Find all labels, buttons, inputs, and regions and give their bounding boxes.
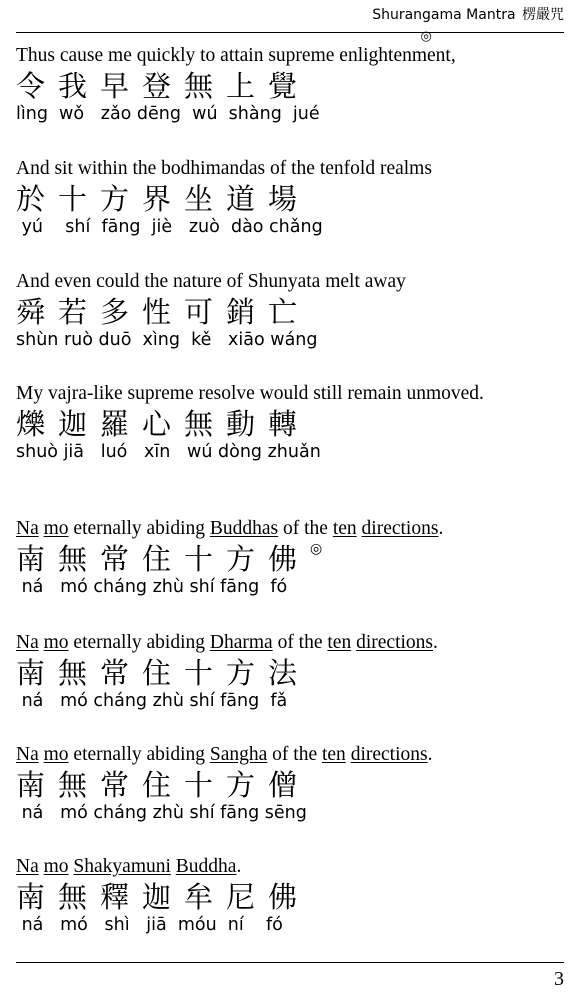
chinese-line: [16, 542, 564, 576]
running-header: [372, 4, 564, 26]
underlined-word: Buddhas: [209, 518, 279, 539]
verse-stanza: [16, 44, 564, 157]
header-title-english: Shurangama Mantra: [372, 7, 516, 23]
pinyin-line: ná mó cháng zhù shí fāng sēng: [16, 803, 307, 823]
chinese-line: 爍迦羅心無動轉: [16, 407, 311, 441]
header-rule: [16, 32, 564, 33]
verse-stanza: [16, 855, 564, 936]
pinyin-line: ná mó shì jiā móu ní fó: [16, 915, 283, 935]
english-text: .: [236, 856, 242, 877]
header-title-chinese: 楞嚴咒: [522, 7, 564, 23]
underlined-word: Shakyamuni: [73, 856, 171, 877]
english-line: And sit within the bodhimandas of the tenfold realms: [16, 158, 432, 179]
english-line: [16, 855, 564, 878]
english-text: eternally abiding: [73, 744, 205, 765]
underlined-word: Na: [16, 632, 39, 653]
circle-mark-icon: ◎: [420, 29, 432, 44]
pinyin-line: shuò jiā luó xīn wú dòng zhuǎn: [16, 442, 321, 462]
underlined-word: ten: [332, 518, 357, 539]
underlined-word: ten: [327, 632, 352, 653]
verse-stanza: [16, 631, 564, 743]
underlined-word: Sangha: [209, 744, 268, 765]
pinyin-line: yú shí fāng jiè zuò dào chǎng: [16, 217, 323, 237]
verse-stanza: [16, 382, 564, 517]
underlined-word: Dharma: [209, 632, 273, 653]
underlined-word: Na: [16, 518, 39, 539]
chinese-line: 南無常住十方法: [16, 656, 311, 690]
underlined-word: Na: [16, 856, 39, 877]
chinese-line: 於十方界坐道場: [16, 182, 311, 216]
english-text: of the: [283, 518, 328, 539]
circle-mark-icon: ◎: [310, 541, 323, 557]
english-line: My vajra-like supreme resolve would still remain unmoved.: [16, 383, 484, 404]
underlined-word: directions: [350, 744, 428, 765]
chinese-line: 令我早登無上覺: [16, 69, 311, 103]
underlined-word: ten: [321, 744, 346, 765]
chinese-line: 南無釋迦牟尼佛: [16, 880, 311, 914]
chinese-line: 南無常住十方僧: [16, 768, 311, 802]
english-text: .: [433, 632, 438, 653]
english-text: eternally abiding: [73, 518, 205, 539]
english-line: [16, 631, 564, 654]
english-text: of the: [272, 744, 318, 765]
english-text: of the: [277, 632, 323, 653]
footer-rule: [16, 962, 564, 963]
verse-stanza: [16, 270, 564, 382]
pinyin-line: ná mó cháng zhù shí fāng fó: [16, 577, 288, 597]
page-number: 3: [554, 968, 564, 990]
underlined-word: Na: [16, 744, 39, 765]
english-line: Thus cause me quickly to attain supreme enlightenment,: [16, 45, 456, 66]
verse-stanza: [16, 743, 564, 855]
underlined-word: directions: [356, 632, 433, 653]
pinyin-line: ná mó cháng zhù shí fāng fǎ: [16, 691, 288, 711]
chinese-text: 南無常住十方佛: [16, 542, 311, 576]
underlined-word: mo: [43, 518, 69, 539]
chinese-line: 舜若多性可銷亡: [16, 295, 311, 329]
english-text: .: [427, 744, 433, 765]
pinyin-line: lìng wǒ zǎo dēng wú shàng jué: [16, 104, 320, 124]
underlined-word: mo: [43, 856, 69, 877]
english-line: And even could the nature of Shunyata melt away: [16, 271, 406, 292]
verse-list: [16, 29, 564, 936]
underlined-word: mo: [43, 632, 69, 653]
pinyin-line: shùn ruò duō xìng kě xiāo wáng: [16, 330, 318, 350]
underlined-word: directions: [361, 518, 439, 539]
underlined-word: mo: [43, 744, 69, 765]
english-line: [16, 743, 564, 766]
english-text: eternally abiding: [73, 632, 205, 653]
underlined-word: Buddha: [175, 856, 237, 877]
english-text: .: [438, 518, 444, 539]
verse-stanza: [16, 157, 564, 270]
